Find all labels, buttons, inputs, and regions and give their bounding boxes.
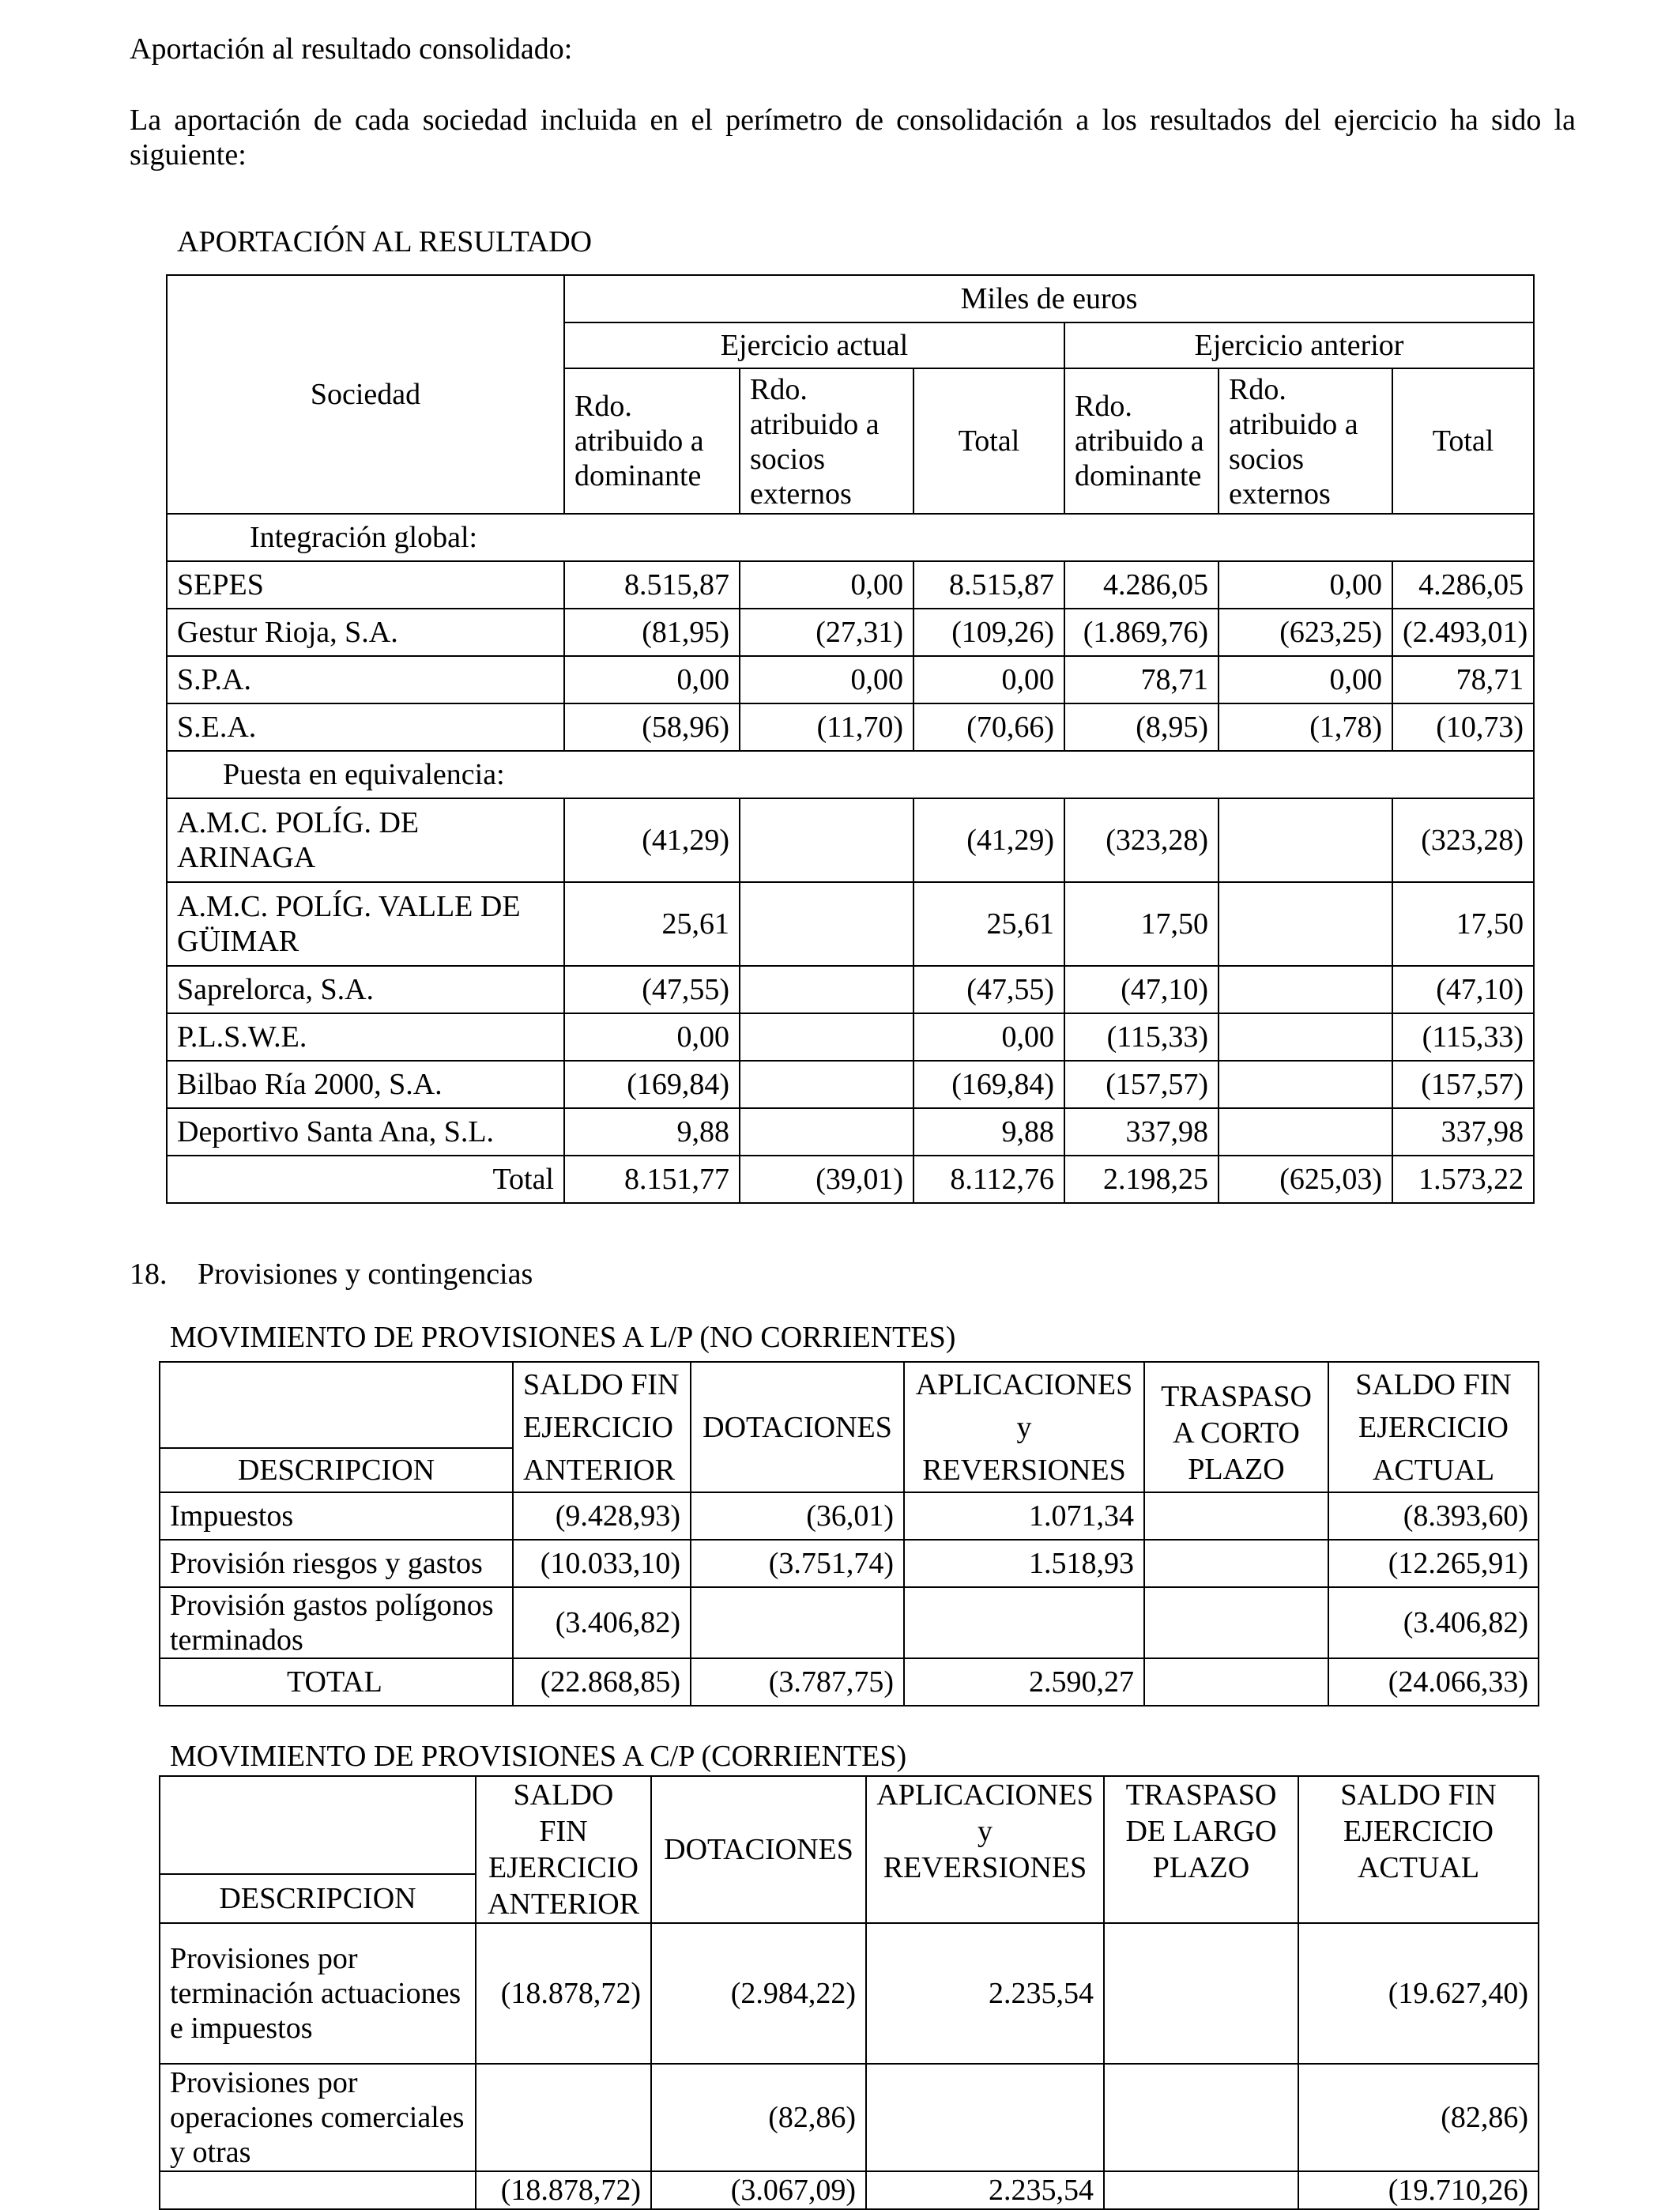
cell [740, 882, 913, 966]
short-term-provisions-table [159, 1775, 1539, 2210]
row-label: Provisiones por operaciones comerciales y otras [160, 2064, 476, 2171]
cell: (36,01) [691, 1492, 904, 1540]
cell: (19.710,26) [1298, 2171, 1539, 2209]
row-label: Deportivo Santa Ana, S.L. [167, 1108, 564, 1156]
cell: 0,00 [740, 561, 913, 609]
cell: 78,71 [1064, 656, 1219, 703]
cell: (19.627,40) [1298, 1923, 1539, 2064]
row-label: Gestur Rioja, S.A. [167, 609, 564, 656]
cell [740, 1013, 913, 1061]
cell: (169,84) [564, 1061, 740, 1108]
cell: (18.878,72) [476, 1923, 651, 2064]
company-header: Sociedad [167, 275, 564, 514]
header-spacer [160, 1362, 513, 1448]
cell: (625,03) [1219, 1156, 1392, 1203]
cell: (3.406,82) [513, 1587, 691, 1658]
cell: (47,10) [1392, 966, 1534, 1013]
cell: (3.406,82) [1328, 1587, 1539, 1658]
column-header: SALDO FIN EJERCICIO ACTUAL [1328, 1362, 1539, 1492]
cell: (623,25) [1219, 609, 1392, 656]
cell: (1,78) [1219, 703, 1392, 751]
cell [1144, 1587, 1328, 1658]
cell [1144, 1540, 1328, 1587]
cell: (47,55) [564, 966, 740, 1013]
column-header: DOTACIONES [691, 1362, 904, 1492]
group-label: Puesta en equivalencia: [167, 751, 1534, 798]
column-header: SALDO FIN EJERCICIO ACTUAL [1298, 1776, 1539, 1923]
previous-year-header: Ejercicio anterior [1064, 322, 1534, 368]
table-row [167, 609, 1534, 656]
cell: (47,55) [913, 966, 1064, 1013]
column-header: TRASPASO A CORTO PLAZO [1144, 1362, 1328, 1492]
contribution-table [166, 274, 1535, 1204]
table-row [167, 703, 1534, 751]
cell: 9,88 [564, 1108, 740, 1156]
cell: (109,26) [913, 609, 1064, 656]
section-heading: Aportación al resultado consolidado: [130, 32, 573, 66]
cell: (81,95) [564, 609, 740, 656]
cell: 8.151,77 [564, 1156, 740, 1203]
column-header: SALDO FIN EJERCICIO ANTERIOR [513, 1362, 691, 1492]
cell [476, 2064, 651, 2171]
cell: (24.066,33) [1328, 1658, 1539, 1706]
cell: 17,50 [1064, 882, 1219, 966]
cell [1219, 1108, 1392, 1156]
cell: 0,00 [1219, 656, 1392, 703]
table-row [160, 1923, 1539, 2064]
cell: 4.286,05 [1392, 561, 1534, 609]
cell: 2.198,25 [1064, 1156, 1219, 1203]
table-row [167, 1108, 1534, 1156]
row-label: Provisiones por terminación actuaciones e impuestos [160, 1923, 476, 2064]
cell: (18.878,72) [476, 2171, 651, 2209]
column-header: Rdo. atribuido a dominante [564, 368, 740, 514]
table-row [160, 1540, 1539, 1587]
section-number: 18. [130, 1258, 168, 1291]
description-header: DESCRIPCION [160, 1874, 476, 1923]
cell: (169,84) [913, 1061, 1064, 1108]
cell: 1.518,93 [904, 1540, 1144, 1587]
cell: 1.071,34 [904, 1492, 1144, 1540]
cell: (8.393,60) [1328, 1492, 1539, 1540]
cell: (10,73) [1392, 703, 1534, 751]
cell: (82,86) [651, 2064, 866, 2171]
column-header: DOTACIONES [651, 1776, 866, 1923]
cell: 8.515,87 [913, 561, 1064, 609]
cell [1219, 966, 1392, 1013]
cell: (9.428,93) [513, 1492, 691, 1540]
table-row [167, 966, 1534, 1013]
cell: (47,10) [1064, 966, 1219, 1013]
column-header: Rdo. atribuido a socios externos [740, 368, 913, 514]
row-label: Provisión riesgos y gastos [160, 1540, 513, 1587]
cell: (39,01) [740, 1156, 913, 1203]
current-year-header: Ejercicio actual [564, 322, 1064, 368]
row-label: S.E.A. [167, 703, 564, 751]
cell: (22.868,85) [513, 1658, 691, 1706]
table-title: APORTACIÓN AL RESULTADO [177, 225, 593, 258]
cell [1219, 798, 1392, 882]
cell: (2.984,22) [651, 1923, 866, 2064]
row-label: A.M.C. POLÍG. VALLE DE GÜIMAR [167, 882, 564, 966]
row-label: Total [167, 1156, 564, 1203]
row-label: S.P.A. [167, 656, 564, 703]
total-row [160, 1658, 1539, 1706]
cell: 0,00 [564, 1013, 740, 1061]
cell: 17,50 [1392, 882, 1534, 966]
cell [1144, 1658, 1328, 1706]
table-row [167, 798, 1534, 882]
cell: 0,00 [913, 1013, 1064, 1061]
cell: (41,29) [913, 798, 1064, 882]
table-row [160, 2064, 1539, 2171]
cell: 4.286,05 [1064, 561, 1219, 609]
cell: (3.751,74) [691, 1540, 904, 1587]
cell: (115,33) [1064, 1013, 1219, 1061]
cell: 2.235,54 [866, 1923, 1104, 2064]
header-spacer [160, 1776, 476, 1874]
table-row [167, 1013, 1534, 1061]
cell: (115,33) [1392, 1013, 1534, 1061]
long-term-provisions-table [159, 1361, 1539, 1707]
table-row [160, 1492, 1539, 1540]
column-header: SALDO FIN EJERCICIO ANTERIOR [476, 1776, 651, 1923]
group-label: Integración global: [167, 514, 1534, 561]
cell: 2.235,54 [866, 2171, 1104, 2209]
row-label: SEPES [167, 561, 564, 609]
cell: 337,98 [1392, 1108, 1534, 1156]
cell [691, 1587, 904, 1658]
cell: 8.515,87 [564, 561, 740, 609]
cell [1219, 1013, 1392, 1061]
cell [740, 966, 913, 1013]
column-header: Rdo. atribuido a socios externos [1219, 368, 1392, 514]
cell: 1.573,22 [1392, 1156, 1534, 1203]
cell: (157,57) [1064, 1061, 1219, 1108]
cell [740, 1108, 913, 1156]
cell [740, 1061, 913, 1108]
column-header: APLICACIONES y REVERSIONES [866, 1776, 1104, 1923]
cell: (323,28) [1064, 798, 1219, 882]
cell: (3.787,75) [691, 1658, 904, 1706]
column-header: Total [913, 368, 1064, 514]
cell: (58,96) [564, 703, 740, 751]
table-row [167, 656, 1534, 703]
cell [1104, 2064, 1298, 2171]
total-row [160, 2171, 1539, 2209]
row-label: TOTAL [160, 1658, 513, 1706]
cell: (1.869,76) [1064, 609, 1219, 656]
cell: 9,88 [913, 1108, 1064, 1156]
column-header: Total [1392, 368, 1534, 514]
cell [1219, 882, 1392, 966]
cell: (70,66) [913, 703, 1064, 751]
cell [1219, 1061, 1392, 1108]
section-heading [130, 1257, 533, 1292]
cell: 337,98 [1064, 1108, 1219, 1156]
row-label: P.L.S.W.E. [167, 1013, 564, 1061]
row-label [160, 2171, 476, 2209]
units-header: Miles de euros [564, 275, 1534, 322]
cell: 25,61 [913, 882, 1064, 966]
cell: (323,28) [1392, 798, 1534, 882]
cell [1104, 1923, 1298, 2064]
table-row [160, 1587, 1539, 1658]
cell: 8.112,76 [913, 1156, 1064, 1203]
cell: 25,61 [564, 882, 740, 966]
table-row [167, 882, 1534, 966]
column-header: TRASPASO DE LARGO PLAZO [1104, 1776, 1298, 1923]
table-title: MOVIMIENTO DE PROVISIONES A C/P (CORRIENTES) [170, 1740, 907, 1773]
cell: (8,95) [1064, 703, 1219, 751]
cell: (157,57) [1392, 1061, 1534, 1108]
cell: 0,00 [913, 656, 1064, 703]
cell: (11,70) [740, 703, 913, 751]
column-header: APLICACIONES y REVERSIONES [904, 1362, 1144, 1492]
row-label: Provisión gastos polígonos terminados [160, 1587, 513, 1658]
total-row [167, 1156, 1534, 1203]
cell: (10.033,10) [513, 1540, 691, 1587]
cell [866, 2064, 1104, 2171]
table-row [167, 1061, 1534, 1108]
description-header: DESCRIPCION [160, 1448, 513, 1492]
row-label: Saprelorca, S.A. [167, 966, 564, 1013]
cell: (3.067,09) [651, 2171, 866, 2209]
cell: 0,00 [1219, 561, 1392, 609]
row-label: Bilbao Ría 2000, S.A. [167, 1061, 564, 1108]
cell: (27,31) [740, 609, 913, 656]
cell: 2.590,27 [904, 1658, 1144, 1706]
cell: 0,00 [740, 656, 913, 703]
table-title: MOVIMIENTO DE PROVISIONES A L/P (NO CORRIENTES) [170, 1321, 956, 1354]
intro-paragraph: La aportación de cada sociedad incluida en el perímetro de consolidación a los resultados del ejercicio ha sido la siguiente: [130, 104, 1576, 172]
section-title: Provisiones y contingencias [198, 1258, 533, 1291]
cell: (12.265,91) [1328, 1540, 1539, 1587]
cell [1104, 2171, 1298, 2209]
cell [740, 798, 913, 882]
cell: (2.493,01) [1392, 609, 1534, 656]
column-header: Rdo. atribuido a dominante [1064, 368, 1219, 514]
table-row [167, 561, 1534, 609]
cell: 0,00 [564, 656, 740, 703]
cell: (41,29) [564, 798, 740, 882]
cell: 78,71 [1392, 656, 1534, 703]
row-label: A.M.C. POLÍG. DE ARINAGA [167, 798, 564, 882]
cell [904, 1587, 1144, 1658]
cell [1144, 1492, 1328, 1540]
cell: (82,86) [1298, 2064, 1539, 2171]
row-label: Impuestos [160, 1492, 513, 1540]
